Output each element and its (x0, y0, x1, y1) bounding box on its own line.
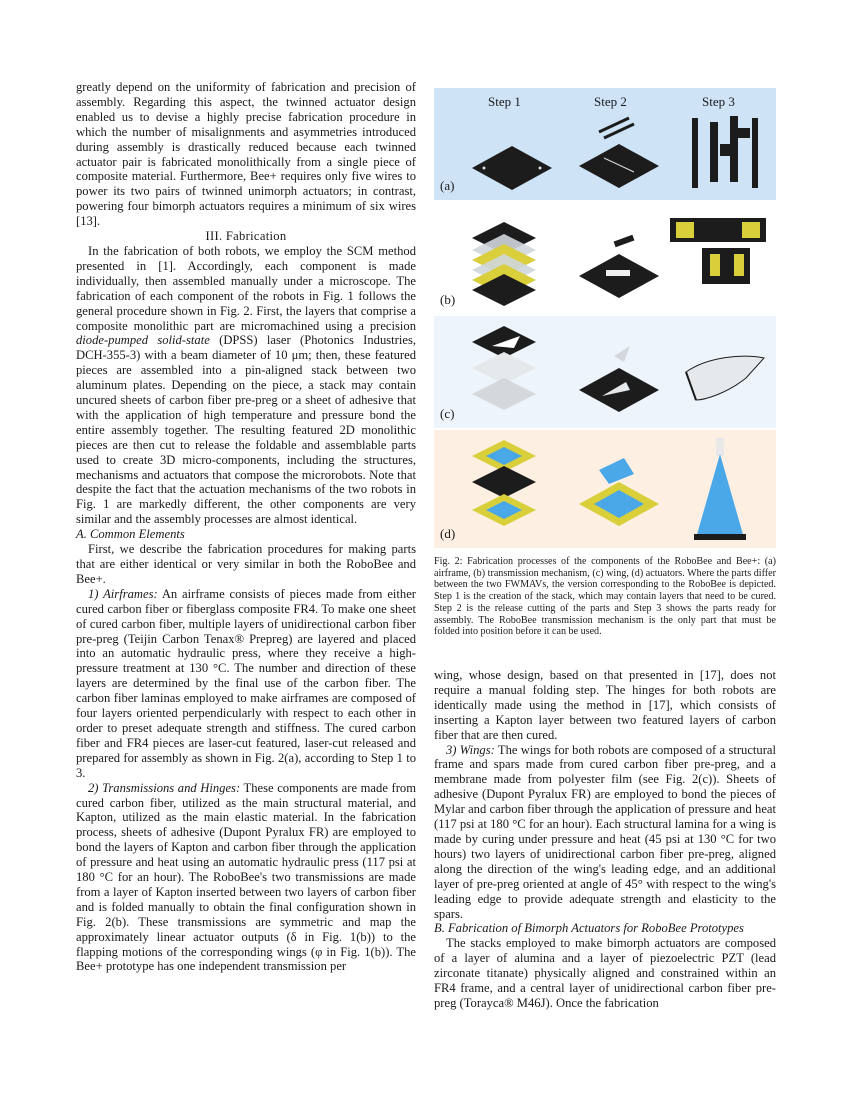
panel-label-b: (b) (440, 292, 456, 307)
paragraph-transmissions (76, 781, 416, 975)
fabrication-text-1: In the fabrication of both robots, we employ the SCM method presented in [1]. Accordingly, each component is made individually, then assembled manually under a microscope. The fabrication of each component of the robots in Fig. 1 follows the general procedure shown in Fig. 2. First, the layers that comprise a composite monolithic part are micromachined using a precision (76, 243, 416, 333)
fabrication-text-dpss: diode-pumped solid-state (76, 333, 210, 348)
caption-text: Fig. 2: Fabrication processes of the components of the RoboBee and Bee+: (a) airframe, (b) transmission mechanism, (c) wing, (d) actuators. Where the parts differ between the two FWMAVs, the version corresponding to the RoboBee is depicted. Step 1 is the creation of the stack, which may contain layers that need to be cured. Step 2 is the release cutting of the parts and Step 3 shows the parts ready for assembly. The RoboBee transmission mechanism is the only part that must be folded into position before it can be used. (434, 556, 776, 638)
wing-illustration (434, 316, 776, 428)
transmissions-heading: 2) Transmissions and Hinges: (88, 780, 241, 795)
panel-airframe (434, 88, 776, 200)
wings-text: The wings for both robots are composed of a structural frame and spars made from cured carbon fiber pre-preg, and a membrane made from polyester film (see Fig. 2(c)). Sheets of adhesive (Dupont Pyralux FR) are employed to bond the pieces of Mylar and carbon fiber through the application of pressure and heat (117 psi at 180 °C for an hour). Each structural lamina for a wing is made by curing under pressure and heat (45 psi at 130 °C for two hours) two layers of unidirectional carbon fiber pre-preg, aligned along the direction of the wing's leading edge, and an additional layer of pre-preg oriented at angle of 45° with respect to the wing's leading edge to provide adequate strength and elasticity to the spars. (434, 742, 777, 921)
actuators-illustration (434, 430, 776, 548)
figure-caption (434, 556, 776, 638)
paragraph-fabrication (76, 244, 416, 527)
wings-heading: 3) Wings: (446, 742, 495, 757)
right-column (434, 668, 776, 1011)
paragraph-bimorph: The stacks employed to make bimorph actuators are composed of a layer of alumina and a layer of piezoelectric PZT (lead zirconate titanate) physically aligned and constrained within an FR4 frame, and a central layer of unidirectional carbon fiber pre-preg (Torayca® M46J). Once the fabrication (434, 936, 776, 1010)
figure-2 (434, 88, 776, 548)
left-column (76, 80, 416, 974)
panel-label-a: (a) (440, 178, 455, 193)
subsection-title-bimorph: B. Fabrication of Bimorph Actuators for RoboBee Prototypes (434, 921, 744, 936)
panel-label-d: (d) (440, 526, 456, 541)
step-1-label: Step 1 (488, 94, 521, 109)
panel-wing (434, 316, 776, 428)
airframes-heading: 1) Airframes: (88, 586, 158, 601)
paragraph-intro: greatly depend on the uniformity of fabrication and precision of assembly. Regarding this aspect, the twinned actuator design enabled us to devise a highly precise fabrication procedure in which the number of misalignments and asymmetries introduced during assembly is drastically reduced because each twinned actuator pair is fabricated monolithically from a single piece of composite material. Furthermore, Bee+ requires only five wires to power its two pairs of twinned unimorph actuators; in contrast, powering four bimorph actuators requires a minimum of six wires [13]. (76, 80, 416, 229)
fabrication-text-2: (DPSS) laser (Photonics Industries, DCH-355-3) with a beam diameter of 10 μm; then, these featured pieces are assembled into a pin-aligned stack between two aluminum plates. Depending on the piece, a stack may contain uncured sheets of carbon fiber pre-preg or a sheet of adhesive that with the application of high temperature and pressure bond the entire assembly together. The resulting featured 2D monolithic pieces are then cut to release the foldable and assemblable parts used to create 3D micro-components, including the structures, mechanisms and actuators that compose the microrobots. Note that despite the fact that the actuation mechanisms of the two robots in Fig. 1 are markedly different, the other components are very similar and the assembly processes are almost identical. (76, 333, 416, 527)
section-title-fabrication: III. Fabrication (205, 229, 287, 244)
paragraph-wings (434, 743, 776, 922)
paragraph-common: First, we describe the fabrication procedures for making parts that are either identical or very similar in both the RoboBee and Bee+. (76, 542, 416, 586)
transmissions-text: These components are made from cured carbon fiber, utilized as the main structural material, and Kapton, utilized as the main elastic material. In the fabrication process, sheets of adhesive (Dupont Pyralux FR) are employed to bond the layers of Kapton and carbon fiber through the application of pressure and heat using an automatic hydraulic press (117 psi at 180 °C for an hour). The RoboBee's two transmissions are made from a layer of Kapton inserted between two layers of carbon fiber and is folded manually to obtain the final configuration shown in Fig. 2(b). These transmissions are symmetric and map the approximately linear actuator outputs (δ in Fig. 1(b)) to the flapping motions of the corresponding wings (φ in Fig. 1(b)). The Bee+ prototype has one independent transmission per (76, 780, 416, 974)
step-3-label: Step 3 (702, 94, 735, 109)
airframes-text: An airframe consists of pieces made from either cured carbon fiber or fiberglass composite FR4. To make one sheet of cured carbon fiber, multiple layers of unidirectional carbon fiber pre-preg (Teijin Carbon Tenax® Prepreg) are layered and placed into an automatic hydraulic press, where they receive a high-pressure treatment at 130 °C. The number and direction of these layers are determined by the final use of the carbon fiber. The carbon fiber laminas employed to make airframes are composed of four layers oriented perpendicularly with respect to each other in order to preset adequate strength and stiffness. The cured carbon fiber and FR4 pieces are laser-cut featured, laser-cut released and prepared for assembly as shown in Fig. 2(a), according to Step 1 to 3. (76, 586, 416, 780)
subsection-title-common: A. Common Elements (76, 527, 185, 542)
step-2-label: Step 2 (594, 94, 627, 109)
paragraph-wing-continued: wing, whose design, based on that presented in [17], does not require a manual folding step. The hinges for both robots are identically made using the method in [17], which consists of inserting a Kapton layer between two featured layers of carbon fiber that are then cured. (434, 668, 776, 742)
paragraph-airframes (76, 587, 416, 781)
panel-label-c: (c) (440, 406, 455, 421)
airframe-illustration (434, 88, 776, 200)
panel-actuators (434, 430, 776, 548)
transmission-illustration (434, 202, 776, 314)
panel-transmission (434, 202, 776, 314)
